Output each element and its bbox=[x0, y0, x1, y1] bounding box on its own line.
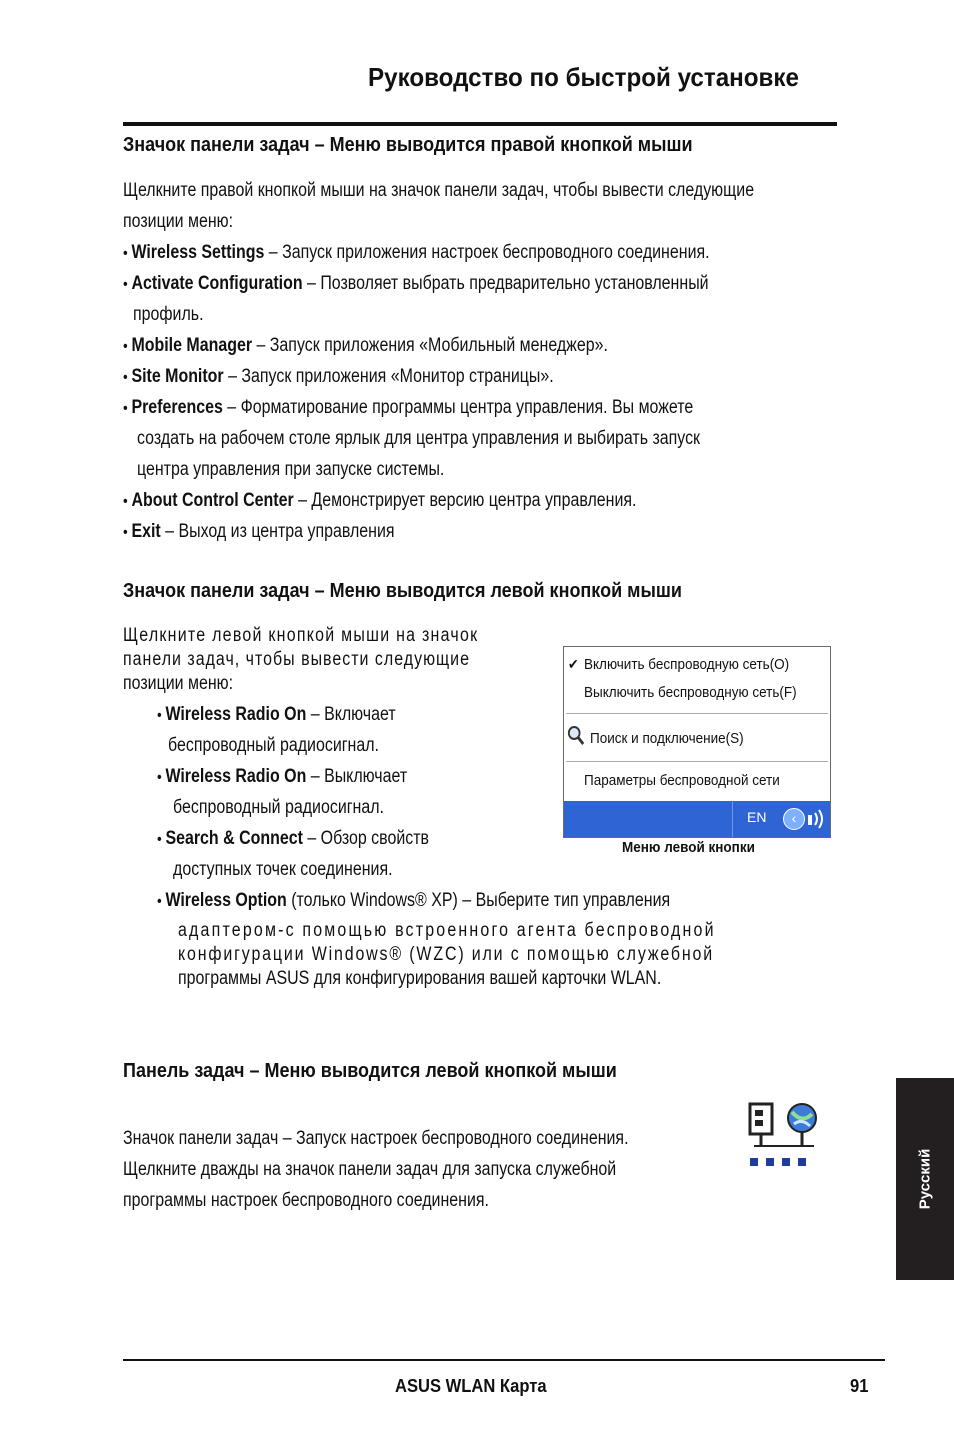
section1-intro-line1: Щелкните правой кнопкой мыши на значок панели задач, чтобы вывести следующие bbox=[123, 180, 755, 201]
section3-line2: Щелкните дважды на значок панели задач для запуска служебной bbox=[123, 1159, 617, 1180]
section3-line3: программы настроек беспроводного соединения. bbox=[123, 1190, 489, 1211]
magnifier-icon bbox=[567, 725, 585, 747]
wlan-tray-icon bbox=[746, 1100, 818, 1172]
list-item-continuation: центра управления при запуске системы. bbox=[137, 459, 445, 480]
menu-item-search-connect[interactable]: Поиск и подключение(S) bbox=[590, 730, 744, 747]
language-indicator[interactable]: EN bbox=[747, 809, 767, 825]
header-rule bbox=[123, 122, 837, 126]
footer-rule bbox=[123, 1359, 885, 1361]
menu-caption: Меню левой кнопки bbox=[622, 839, 755, 856]
page-number: 91 bbox=[850, 1376, 869, 1396]
chevron-left-icon[interactable]: ‹ bbox=[783, 808, 805, 830]
taskbar-divider bbox=[732, 801, 733, 837]
list-item-continuation: адаптером-с помощью встроенного агента беспроводной bbox=[178, 920, 716, 941]
list-item: • About Control Center – Демонстрирует версию центра управления. bbox=[123, 490, 637, 511]
menu-separator bbox=[566, 713, 828, 714]
list-item: • Mobile Manager – Запуск приложения «Мобильный менеджер». bbox=[123, 335, 608, 356]
list-item: • Wireless Radio On – Выключает bbox=[157, 766, 408, 787]
list-item: • Wireless Settings – Запуск приложения настроек беспроводного соединения. bbox=[123, 242, 710, 263]
list-item: • Search & Connect – Обзор свойств bbox=[157, 828, 430, 849]
language-side-tab bbox=[896, 1078, 954, 1280]
section2-intro-line2: панели задач, чтобы вывести следующие bbox=[123, 649, 470, 670]
footer-title: ASUS WLAN Карта bbox=[395, 1376, 547, 1396]
menu-item-radio-off[interactable]: Выключить беспроводную сеть(F) bbox=[584, 684, 797, 701]
context-menu-screenshot bbox=[563, 646, 831, 838]
list-item-continuation: создать на рабочем столе ярлык для центра управления и выбирать запуск bbox=[137, 428, 701, 449]
list-item-continuation: беспроводный радиосигнал. bbox=[168, 735, 379, 756]
menu-separator bbox=[566, 761, 828, 762]
section2-intro-line1: Щелкните левой кнопкой мыши на значок bbox=[123, 625, 479, 646]
list-item: • Preferences – Форматирование программы центра управления. Вы можете bbox=[123, 397, 694, 418]
menu-item-wireless-options[interactable]: Параметры беспроводной сети bbox=[584, 772, 780, 789]
wireless-signal-icon[interactable] bbox=[806, 807, 828, 831]
taskbar bbox=[564, 801, 830, 837]
section2-intro-line3: позиции меню: bbox=[123, 673, 234, 694]
page-title: Руководство по быстрой установке bbox=[368, 62, 799, 92]
section1-heading: Значок панели задач – Меню выводится правой кнопкой мыши bbox=[123, 134, 693, 156]
list-item-continuation: конфигурации Windows® (WZC) или с помощью служебной bbox=[178, 944, 715, 965]
section3-line1: Значок панели задач – Запуск настроек беспроводного соединения. bbox=[123, 1128, 629, 1149]
section1-intro-line2: позиции меню: bbox=[123, 211, 234, 232]
side-tab-label: Русский bbox=[916, 1148, 934, 1210]
section2-heading: Значок панели задач – Меню выводится левой кнопкой мыши bbox=[123, 580, 682, 602]
menu-item-radio-on[interactable]: Включить беспроводную сеть(O) bbox=[584, 656, 790, 673]
list-item: • Exit – Выход из центра управления bbox=[123, 521, 395, 542]
list-item: • Site Monitor – Запуск приложения «Монитор страницы». bbox=[123, 366, 554, 387]
checkmark-icon: ✔ bbox=[568, 656, 579, 672]
list-item: • Wireless Option (только Windows® XP) – Выберите тип управления bbox=[157, 890, 671, 911]
list-item: • Activate Configuration – Позволяет выбрать предварительно установленный bbox=[123, 273, 709, 294]
list-item: • Wireless Radio On – Включает bbox=[157, 704, 396, 725]
list-item-continuation: профиль. bbox=[133, 304, 204, 325]
list-item-continuation: программы ASUS для конфигурирования вашей карточки WLAN. bbox=[178, 968, 662, 989]
list-item-continuation: доступных точек соединения. bbox=[173, 859, 393, 880]
list-item-continuation: беспроводный радиосигнал. bbox=[173, 797, 384, 818]
section3-heading: Панель задач – Меню выводится левой кнопкой мыши bbox=[123, 1060, 617, 1082]
